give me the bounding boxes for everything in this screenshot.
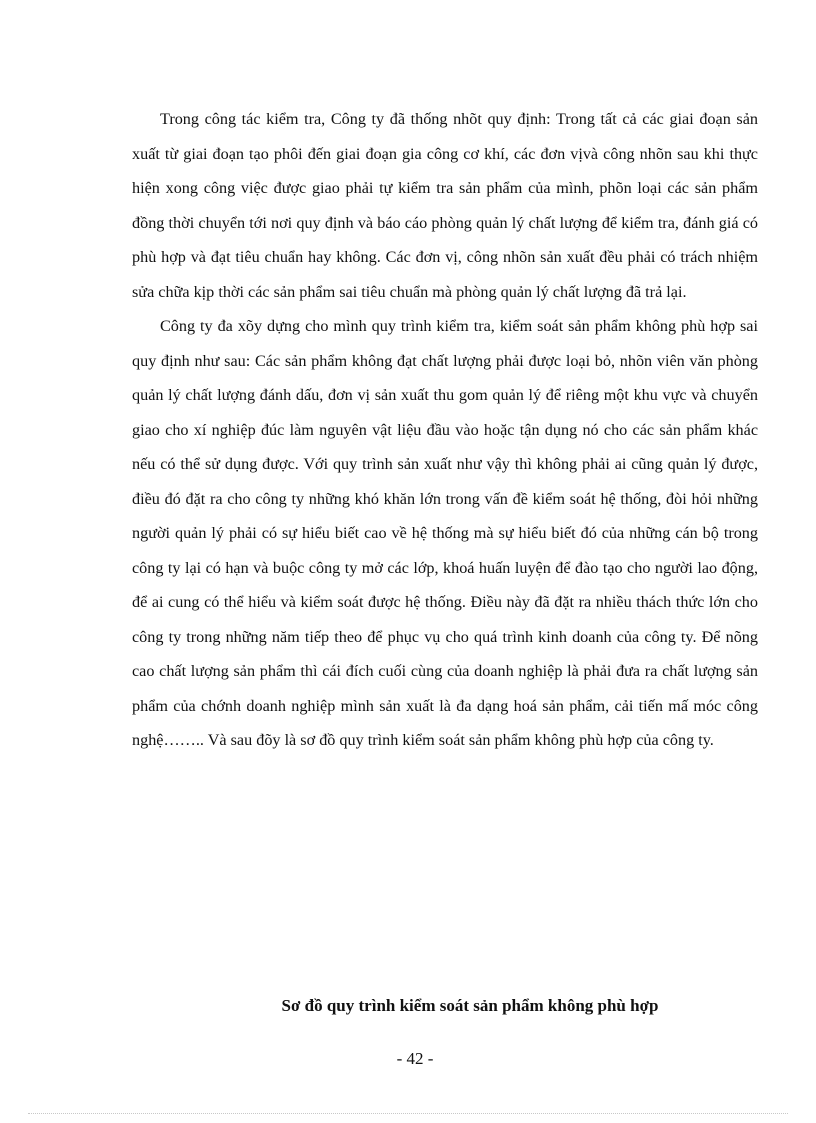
body-text [132, 102, 758, 758]
paragraph-inspection: Trong công tác kiểm tra, Công ty đã thống nhõt quy định: Trong tất cả các giai đoạn sản xuất từ giai đoạn tạo phôi đến giai đoạn gia công cơ khí, các đơn vịvà công nhõn sau khi thực hiện xong công việc được giao phải tự kiểm tra sản phẩm của mình, phõn loại các sản phẩm đồng thời chuyển tới nơi quy định và báo cáo phòng quản lý chất lượng để kiểm tra, đánh giá có phù hợp và đạt tiêu chuẩn hay không. Các đơn vị, công nhõn sản xuất đều phải có trách nhiệm sửa chữa kịp thời các sản phẩm sai tiêu chuẩn mà phòng quản lý chất lượng đã trả lại. [132, 110, 758, 301]
paragraph-control-process: Công ty đa xõy dựng cho mình quy trình kiểm tra, kiểm soát sản phẩm không phù hợp sai quy định như sau: Các sản phẩm không đạt chất lượng phải được loại bỏ, nhõn viên văn phòng quản lý chất lượng đánh dấu, đơn vị sản xuất thu gom quản lý để riêng một khu vực và chuyển giao cho xí nghiệp đúc làm nguyên vật liệu đầu vào hoặc tận dụng nó cho các sản phẩm khác nếu có thể sử dụng được. Với quy trình sản xuất như vậy thì không phải ai cũng quản lý được, điều đó đặt ra cho công ty những khó khăn lớn trong vấn đề kiểm soát hệ thống, đòi hỏi những người quản lý phải có sự hiểu biết cao về hệ thống mà sự hiểu biết đó của những cán bộ trong công ty lại có hạn và buộc công ty mở các lớp, khoá huấn luyện để đào tạo cho người lao động, để ai cung có thể hiểu và kiểm soát được hệ thống. Điều này đã đặt ra nhiều thách thức lớn cho công ty trong những năm tiếp theo để phục vụ cho quá trình kinh doanh của công ty. Để nõng cao chất lượng sản phẩm thì cái đích cuối cùng của doanh nghiệp là phải đưa ra chất lượng sản phẩm của chớnh doanh nghiệp mình sản xuất là đa dạng hoá sản phẩm, cải tiến mấ móc công nghệ…….. Và sau đõy là sơ đồ quy trình kiểm soát sản phẩm không phù hợp của công ty. [132, 317, 758, 749]
bottom-divider [28, 1113, 788, 1114]
diagram-heading: Sơ đồ quy trình kiểm soát sản phẩm không phù hợp [281, 996, 659, 1015]
page-number: - 42 - [396, 1049, 434, 1068]
